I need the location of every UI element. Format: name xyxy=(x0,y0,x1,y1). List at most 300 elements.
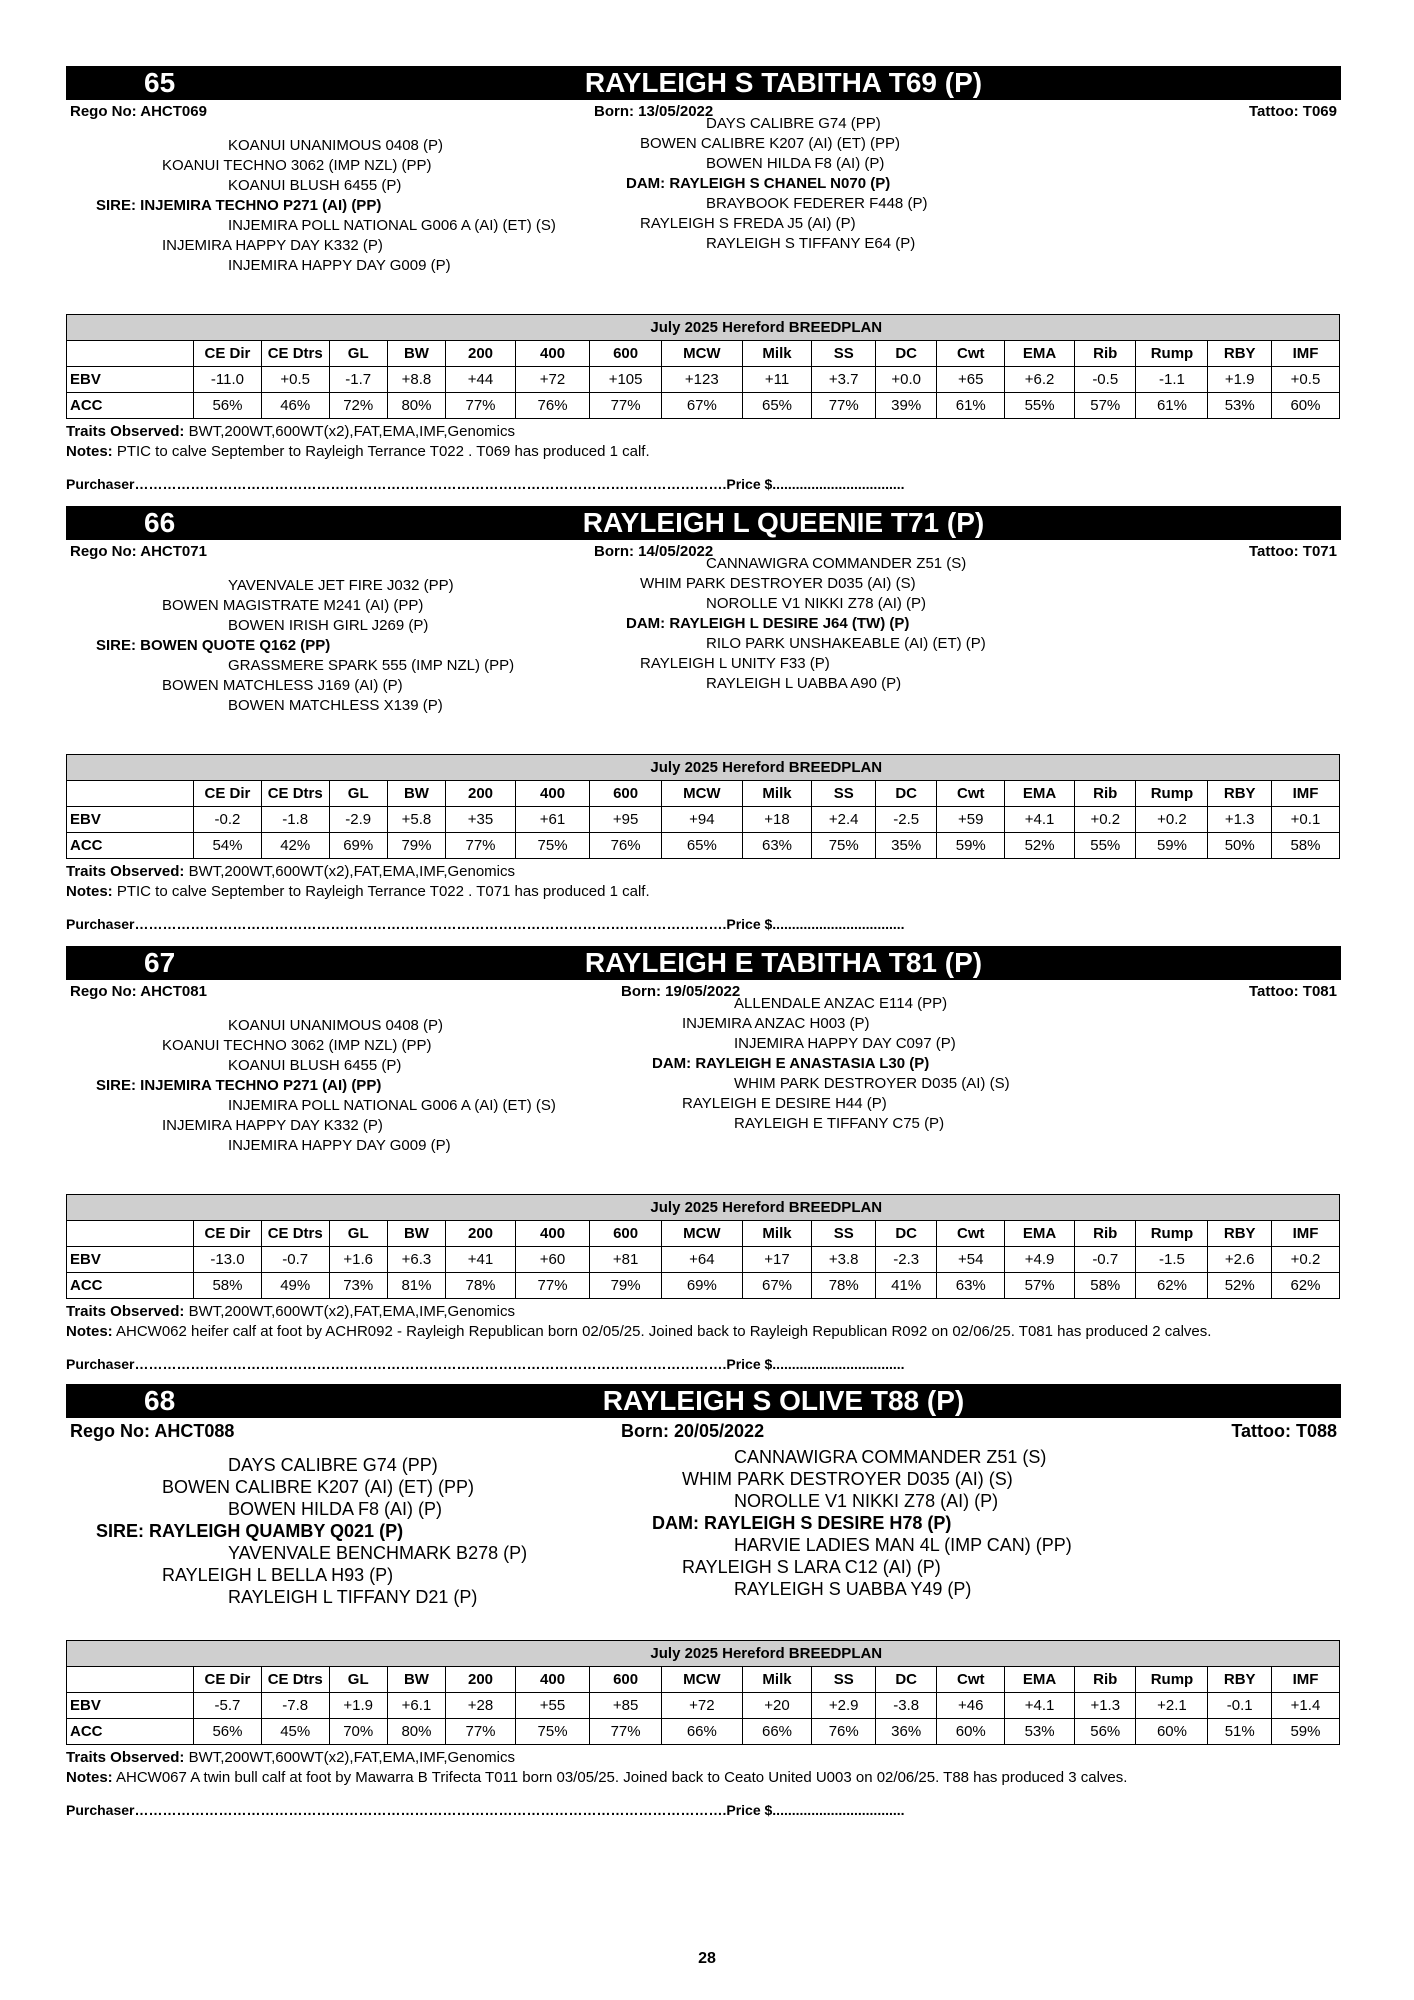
acc-row xyxy=(67,1273,1340,1299)
ebv-value: +65 xyxy=(937,367,1005,393)
animal-name: RAYLEIGH E TABITHA T81 (P) xyxy=(584,947,983,978)
ebv-row xyxy=(67,367,1340,393)
acc-row xyxy=(67,1719,1340,1745)
acc-value: 63% xyxy=(937,1273,1005,1299)
ebv-row xyxy=(67,807,1340,833)
ebv-value: +2.9 xyxy=(812,1693,876,1719)
column-header: SS xyxy=(812,341,876,367)
column-header: Cwt xyxy=(937,1221,1005,1247)
column-header: IMF xyxy=(1271,1221,1339,1247)
ebv-value: +81 xyxy=(590,1247,662,1273)
ebv-value: +3.7 xyxy=(812,367,876,393)
rego-number: Rego No: AHCT081 xyxy=(70,983,207,1000)
ebv-value: +46 xyxy=(937,1693,1005,1719)
column-header: 600 xyxy=(590,1667,662,1693)
sire-pedigree-line: YAVENVALE JET FIRE J032 (PP) xyxy=(228,577,454,594)
ebv-value: +4.1 xyxy=(1005,1693,1075,1719)
acc-value: 77% xyxy=(446,833,516,859)
acc-value: 73% xyxy=(329,1273,387,1299)
acc-value: 51% xyxy=(1208,1719,1272,1745)
lot-header xyxy=(66,1384,1341,1418)
dam-pedigree-line: ALLENDALE ANZAC E114 (PP) xyxy=(734,995,948,1012)
acc-value: 35% xyxy=(875,833,936,859)
sire-pedigree-line: GRASSMERE SPARK 555 (IMP NZL) (PP) xyxy=(228,657,515,674)
acc-value: 78% xyxy=(812,1273,876,1299)
ebv-value: +6.1 xyxy=(387,1693,445,1719)
column-header: SS xyxy=(812,781,876,807)
acc-value: 60% xyxy=(1136,1719,1208,1745)
traits-value: BWT,200WT,600WT(x2),FAT,EMA,IMF,Genomics xyxy=(188,1749,516,1766)
column-header: IMF xyxy=(1271,1667,1339,1693)
ebv-value: +72 xyxy=(515,367,589,393)
ebv-value: +55 xyxy=(515,1693,589,1719)
column-header: MCW xyxy=(662,341,742,367)
acc-value: 55% xyxy=(1005,393,1075,419)
ebv-value: +105 xyxy=(590,367,662,393)
acc-value: 53% xyxy=(1005,1719,1075,1745)
ebv-value: +5.8 xyxy=(387,807,445,833)
acc-label: ACC xyxy=(67,1719,194,1745)
column-header: RBY xyxy=(1208,341,1272,367)
column-header: DC xyxy=(875,341,936,367)
ebv-value: -0.7 xyxy=(1075,1247,1136,1273)
column-header: Rump xyxy=(1136,1667,1208,1693)
column-header: Rump xyxy=(1136,341,1208,367)
acc-value: 54% xyxy=(194,833,262,859)
dam-pedigree-line: INJEMIRA HAPPY DAY C097 (P) xyxy=(734,1035,956,1052)
sire-pedigree-line: BOWEN HILDA F8 (AI) (P) xyxy=(228,1499,443,1519)
traits-label: Traits Observed: xyxy=(66,1303,185,1320)
column-header: 400 xyxy=(515,781,589,807)
sire-pedigree-line: INJEMIRA HAPPY DAY K332 (P) xyxy=(162,237,383,254)
rego-number: Rego No: AHCT071 xyxy=(70,543,207,560)
acc-value: 62% xyxy=(1271,1273,1339,1299)
column-header: Rib xyxy=(1075,781,1136,807)
ebv-value: +20 xyxy=(742,1693,812,1719)
acc-value: 69% xyxy=(662,1273,742,1299)
dam-pedigree-line: INJEMIRA ANZAC H003 (P) xyxy=(682,1015,870,1032)
acc-value: 72% xyxy=(329,393,387,419)
column-header: Cwt xyxy=(937,1667,1005,1693)
column-header: SS xyxy=(812,1221,876,1247)
ebv-value: +4.9 xyxy=(1005,1247,1075,1273)
column-header: DC xyxy=(875,1667,936,1693)
dam-pedigree-line: RAYLEIGH S FREDA J5 (AI) (P) xyxy=(640,215,856,232)
purchaser-price-line[interactable]: Purchaser……………………………………………………………………………………………………………….Price $.................................. xyxy=(66,1802,905,1818)
column-header: EMA xyxy=(1005,341,1075,367)
ebv-value: +1.3 xyxy=(1208,807,1272,833)
ebv-value: +4.1 xyxy=(1005,807,1075,833)
column-header: Rib xyxy=(1075,1221,1136,1247)
sire-pedigree-line: BOWEN CALIBRE K207 (AI) (ET) (PP) xyxy=(162,1477,475,1497)
acc-value: 79% xyxy=(387,833,445,859)
dam: DAM: RAYLEIGH S DESIRE H78 (P) xyxy=(652,1513,952,1533)
ebv-value: -0.5 xyxy=(1075,367,1136,393)
animal-name: RAYLEIGH S TABITHA T69 (P) xyxy=(584,67,983,98)
ebv-value: +1.4 xyxy=(1271,1693,1339,1719)
acc-value: 36% xyxy=(875,1719,936,1745)
notes-value: AHCW067 A twin bull calf at foot by Mawarra B Trifecta T011 born 03/05/25. Joined back to Ceato United U003 on 02/06/25. T88 has produced 3 calves. xyxy=(116,1769,1128,1786)
ebv-value: +0.5 xyxy=(1271,367,1339,393)
ebv-value: +60 xyxy=(515,1247,589,1273)
column-header: MCW xyxy=(662,1221,742,1247)
lot-meta xyxy=(66,540,1341,562)
column-header: GL xyxy=(329,1221,387,1247)
column-header: RBY xyxy=(1208,781,1272,807)
acc-value: 39% xyxy=(875,393,936,419)
ebv-value: +1.6 xyxy=(329,1247,387,1273)
notes xyxy=(66,882,650,902)
sire-pedigree-line: KOANUI UNANIMOUS 0408 (P) xyxy=(228,1017,444,1034)
column-header: Rump xyxy=(1136,781,1208,807)
column-header: 400 xyxy=(515,1667,589,1693)
notes-label: Notes: xyxy=(66,1769,113,1786)
lot-66 xyxy=(66,506,1341,932)
tattoo: Tattoo: T069 xyxy=(1248,103,1337,120)
notes-label: Notes: xyxy=(66,443,113,460)
sire-pedigree-line: INJEMIRA HAPPY DAY G009 (P) xyxy=(228,257,451,274)
ebv-value: -1.1 xyxy=(1136,367,1208,393)
acc-value: 65% xyxy=(742,393,812,419)
pedigree xyxy=(66,995,1341,1206)
notes xyxy=(66,442,650,462)
breedplan-table xyxy=(66,1194,1340,1299)
ebv-value: -0.7 xyxy=(261,1247,329,1273)
column-header: GL xyxy=(329,1667,387,1693)
sire-pedigree-line: KOANUI UNANIMOUS 0408 (P) xyxy=(228,137,444,154)
column-header: GL xyxy=(329,341,387,367)
column-header: EMA xyxy=(1005,1667,1075,1693)
acc-value: 56% xyxy=(194,1719,262,1745)
ebv-value: +94 xyxy=(662,807,742,833)
born-date: Born: 13/05/2022 xyxy=(594,103,714,120)
notes-value: PTIC to calve September to Rayleigh Terrance T022 . T069 has produced 1 calf. xyxy=(116,443,650,460)
column-header: CE Dir xyxy=(194,781,262,807)
ebv-value: -3.8 xyxy=(875,1693,936,1719)
sire-pedigree-line: INJEMIRA POLL NATIONAL G006 A (AI) (ET) (S) xyxy=(228,1097,556,1114)
acc-label: ACC xyxy=(67,833,194,859)
dam-pedigree-line: BRAYBOOK FEDERER F448 (P) xyxy=(706,195,928,212)
breedplan-table xyxy=(66,314,1340,419)
acc-value: 77% xyxy=(446,1719,516,1745)
acc-value: 81% xyxy=(387,1273,445,1299)
sire-pedigree-line: BOWEN IRISH GIRL J269 (P) xyxy=(228,617,429,634)
column-header: MCW xyxy=(662,1667,742,1693)
purchaser-price-line[interactable]: Purchaser……………………………………………………………………………………………………………….Price $.................................. xyxy=(66,1356,905,1372)
column-header: 600 xyxy=(590,1221,662,1247)
ebv-value: +59 xyxy=(937,807,1005,833)
notes-value: PTIC to calve September to Rayleigh Terrance T022 . T071 has produced 1 calf. xyxy=(116,883,650,900)
sire-pedigree-line: KOANUI BLUSH 6455 (P) xyxy=(228,1057,402,1074)
column-header: Milk xyxy=(742,1667,812,1693)
column-header: Rib xyxy=(1075,341,1136,367)
acc-value: 67% xyxy=(742,1273,812,1299)
traits-value: BWT,200WT,600WT(x2),FAT,EMA,IMF,Genomics xyxy=(188,863,516,880)
acc-value: 65% xyxy=(662,833,742,859)
acc-value: 42% xyxy=(261,833,329,859)
notes-label: Notes: xyxy=(66,883,113,900)
notes-label: Notes: xyxy=(66,1323,113,1340)
dam-pedigree-line: WHIM PARK DESTROYER D035 (AI) (S) xyxy=(682,1469,1013,1489)
traits-value: BWT,200WT,600WT(x2),FAT,EMA,IMF,Genomics xyxy=(188,423,516,440)
ebv-value: +72 xyxy=(662,1693,742,1719)
dam-pedigree-line: WHIM PARK DESTROYER D035 (AI) (S) xyxy=(640,575,916,592)
sire-pedigree-line: INJEMIRA POLL NATIONAL G006 A (AI) (ET) (S) xyxy=(228,217,556,234)
ebv-value: -2.5 xyxy=(875,807,936,833)
pedigree xyxy=(66,555,1341,766)
acc-value: 61% xyxy=(937,393,1005,419)
acc-value: 75% xyxy=(515,1719,589,1745)
ebv-value: -1.7 xyxy=(329,367,387,393)
acc-value: 77% xyxy=(812,393,876,419)
traits-observed xyxy=(66,422,515,442)
corner-cell xyxy=(67,781,194,807)
ebv-value: +0.2 xyxy=(1136,807,1208,833)
sire-pedigree-line: YAVENVALE BENCHMARK B278 (P) xyxy=(228,1543,528,1563)
acc-value: 57% xyxy=(1075,393,1136,419)
dam: DAM: RAYLEIGH L DESIRE J64 (TW) (P) xyxy=(626,615,910,632)
sire-pedigree-line: DAYS CALIBRE G74 (PP) xyxy=(228,1455,438,1475)
acc-value: 53% xyxy=(1208,393,1272,419)
dam-pedigree-line: NOROLLE V1 NIKKI Z78 (AI) (P) xyxy=(734,1491,999,1511)
notes xyxy=(66,1322,1211,1342)
corner-cell xyxy=(67,1221,194,1247)
acc-value: 59% xyxy=(937,833,1005,859)
acc-value: 69% xyxy=(329,833,387,859)
sire-pedigree-line: INJEMIRA HAPPY DAY K332 (P) xyxy=(162,1117,383,1134)
dam-pedigree-line: CANNAWIGRA COMMANDER Z51 (S) xyxy=(734,1447,1047,1467)
tattoo: Tattoo: T071 xyxy=(1248,543,1337,560)
purchaser-price-line[interactable]: Purchaser……………………………………………………………………………………………………………….Price $.................................. xyxy=(66,916,905,932)
ebv-value: +11 xyxy=(742,367,812,393)
ebv-value: +95 xyxy=(590,807,662,833)
acc-value: 77% xyxy=(590,393,662,419)
acc-value: 56% xyxy=(1075,1719,1136,1745)
ebv-value: +44 xyxy=(446,367,516,393)
dam-pedigree-line: WHIM PARK DESTROYER D035 (AI) (S) xyxy=(734,1075,1010,1092)
acc-value: 79% xyxy=(590,1273,662,1299)
column-header: 200 xyxy=(446,1667,516,1693)
table-caption: July 2025 Hereford BREEDPLAN xyxy=(194,1195,1340,1221)
ebv-value: -1.5 xyxy=(1136,1247,1208,1273)
ebv-value: +2.4 xyxy=(812,807,876,833)
ebv-label: EBV xyxy=(67,1693,194,1719)
column-header: 600 xyxy=(590,781,662,807)
acc-value: 45% xyxy=(261,1719,329,1745)
column-header: Milk xyxy=(742,341,812,367)
born-date: Born: 14/05/2022 xyxy=(594,543,714,560)
lot-67 xyxy=(66,946,1341,1372)
acc-value: 76% xyxy=(515,393,589,419)
acc-value: 52% xyxy=(1208,1273,1272,1299)
column-header: DC xyxy=(875,781,936,807)
acc-value: 76% xyxy=(812,1719,876,1745)
dam-pedigree-line: RAYLEIGH L UABBA A90 (P) xyxy=(706,675,902,692)
dam-pedigree-line: RAYLEIGH E DESIRE H44 (P) xyxy=(682,1095,887,1112)
column-header: 200 xyxy=(446,1221,516,1247)
ebv-value: +0.5 xyxy=(261,367,329,393)
ebv-label: EBV xyxy=(67,367,194,393)
purchaser-price-line[interactable]: Purchaser……………………………………………………………………………………………………………….Price $.................................. xyxy=(66,476,905,492)
column-header: CE Dtrs xyxy=(261,1221,329,1247)
acc-value: 59% xyxy=(1271,1719,1339,1745)
acc-value: 77% xyxy=(446,393,516,419)
column-header: IMF xyxy=(1271,781,1339,807)
ebv-value: +41 xyxy=(446,1247,516,1273)
column-header: Rib xyxy=(1075,1667,1136,1693)
column-header: Cwt xyxy=(937,781,1005,807)
ebv-value: -13.0 xyxy=(194,1247,262,1273)
acc-value: 75% xyxy=(515,833,589,859)
acc-value: 61% xyxy=(1136,393,1208,419)
column-header: BW xyxy=(387,1667,445,1693)
ebv-value: +0.1 xyxy=(1271,807,1339,833)
ebv-value: -1.8 xyxy=(261,807,329,833)
ebv-value: -7.8 xyxy=(261,1693,329,1719)
breedplan-table xyxy=(66,1640,1340,1745)
column-header: CE Dir xyxy=(194,1667,262,1693)
dam: DAM: RAYLEIGH E ANASTASIA L30 (P) xyxy=(652,1055,930,1072)
acc-value: 58% xyxy=(1271,833,1339,859)
column-header: BW xyxy=(387,1221,445,1247)
page-number: 28 xyxy=(698,1950,716,1967)
traits-observed xyxy=(66,862,515,882)
dam-pedigree-line: DAYS CALIBRE G74 (PP) xyxy=(706,115,881,132)
traits-value: BWT,200WT,600WT(x2),FAT,EMA,IMF,Genomics xyxy=(188,1303,516,1320)
sire-pedigree-line: BOWEN MAGISTRATE M241 (AI) (PP) xyxy=(162,597,424,614)
column-header: CE Dtrs xyxy=(261,781,329,807)
ebv-label: EBV xyxy=(67,1247,194,1273)
column-header: Milk xyxy=(742,781,812,807)
column-header: EMA xyxy=(1005,781,1075,807)
born-date: Born: 19/05/2022 xyxy=(621,983,741,1000)
sire: SIRE: BOWEN QUOTE Q162 (PP) xyxy=(96,637,331,654)
acc-value: 77% xyxy=(590,1719,662,1745)
ebv-value: -11.0 xyxy=(194,367,262,393)
dam-pedigree-line: BOWEN CALIBRE K207 (AI) (ET) (PP) xyxy=(640,135,901,152)
acc-value: 59% xyxy=(1136,833,1208,859)
column-header: RBY xyxy=(1208,1221,1272,1247)
ebv-value: +6.2 xyxy=(1005,367,1075,393)
pedigree xyxy=(66,115,1341,326)
column-header: SS xyxy=(812,1667,876,1693)
column-header: CE Dtrs xyxy=(261,1667,329,1693)
traits-label: Traits Observed: xyxy=(66,423,185,440)
rego-number: Rego No: AHCT088 xyxy=(70,1421,235,1441)
column-header: IMF xyxy=(1271,341,1339,367)
ebv-value: -0.1 xyxy=(1208,1693,1272,1719)
ebv-value: +61 xyxy=(515,807,589,833)
acc-value: 56% xyxy=(194,393,262,419)
acc-value: 80% xyxy=(387,393,445,419)
dam-pedigree-line: BOWEN HILDA F8 (AI) (P) xyxy=(706,155,885,172)
column-header: Cwt xyxy=(937,341,1005,367)
dam-pedigree-line: CANNAWIGRA COMMANDER Z51 (S) xyxy=(706,555,967,572)
ebv-value: +2.1 xyxy=(1136,1693,1208,1719)
sire: SIRE: INJEMIRA TECHNO P271 (AI) (PP) xyxy=(96,1077,382,1094)
lot-meta xyxy=(66,980,1341,1002)
sire-pedigree-line: RAYLEIGH L TIFFANY D21 (P) xyxy=(228,1587,478,1607)
ebv-value: +85 xyxy=(590,1693,662,1719)
sire-pedigree-line: BOWEN MATCHLESS J169 (AI) (P) xyxy=(162,677,403,694)
acc-value: 52% xyxy=(1005,833,1075,859)
dam-pedigree-line: RAYLEIGH L UNITY F33 (P) xyxy=(640,655,830,672)
column-header: BW xyxy=(387,781,445,807)
column-header: EMA xyxy=(1005,1221,1075,1247)
column-header: 200 xyxy=(446,341,516,367)
column-header: BW xyxy=(387,341,445,367)
acc-value: 80% xyxy=(387,1719,445,1745)
ebv-value: +18 xyxy=(742,807,812,833)
ebv-row xyxy=(67,1693,1340,1719)
dam-pedigree-line: RAYLEIGH E TIFFANY C75 (P) xyxy=(734,1115,945,1132)
lot-number: 67 xyxy=(144,947,176,978)
ebv-value: +0.0 xyxy=(875,367,936,393)
traits-observed xyxy=(66,1748,515,1768)
ebv-value: -5.7 xyxy=(194,1693,262,1719)
ebv-value: +35 xyxy=(446,807,516,833)
lot-number: 68 xyxy=(144,1385,176,1416)
acc-value: 60% xyxy=(1271,393,1339,419)
notes xyxy=(66,1768,1127,1788)
acc-value: 60% xyxy=(937,1719,1005,1745)
sire-pedigree-line: INJEMIRA HAPPY DAY G009 (P) xyxy=(228,1137,451,1154)
ebv-value: +17 xyxy=(742,1247,812,1273)
lot-65 xyxy=(66,66,1341,492)
table-caption: July 2025 Hereford BREEDPLAN xyxy=(194,1641,1340,1667)
table-caption: July 2025 Hereford BREEDPLAN xyxy=(194,755,1340,781)
acc-row xyxy=(67,393,1340,419)
column-header: CE Dir xyxy=(194,341,262,367)
dam: DAM: RAYLEIGH S CHANEL N070 (P) xyxy=(626,175,891,192)
dam-pedigree-line: RAYLEIGH S LARA C12 (AI) (P) xyxy=(682,1557,941,1577)
ebv-value: +123 xyxy=(662,367,742,393)
column-header: Milk xyxy=(742,1221,812,1247)
acc-value: 62% xyxy=(1136,1273,1208,1299)
acc-value: 76% xyxy=(590,833,662,859)
column-header: Rump xyxy=(1136,1221,1208,1247)
acc-value: 41% xyxy=(875,1273,936,1299)
dam-pedigree-line: HARVIE LADIES MAN 4L (IMP CAN) (PP) xyxy=(734,1535,1072,1555)
acc-value: 66% xyxy=(742,1719,812,1745)
acc-value: 46% xyxy=(261,393,329,419)
pedigree xyxy=(66,1440,1341,1644)
acc-label: ACC xyxy=(67,1273,194,1299)
table-caption: July 2025 Hereford BREEDPLAN xyxy=(194,315,1340,341)
acc-label: ACC xyxy=(67,393,194,419)
acc-value: 49% xyxy=(261,1273,329,1299)
sire: SIRE: RAYLEIGH QUAMBY Q021 (P) xyxy=(96,1521,404,1541)
ebv-value: +64 xyxy=(662,1247,742,1273)
acc-value: 57% xyxy=(1005,1273,1075,1299)
sire: SIRE: INJEMIRA TECHNO P271 (AI) (PP) xyxy=(96,197,382,214)
acc-value: 75% xyxy=(812,833,876,859)
acc-row xyxy=(67,833,1340,859)
column-header: 200 xyxy=(446,781,516,807)
sire-pedigree-line: KOANUI TECHNO 3062 (IMP NZL) (PP) xyxy=(162,1037,432,1054)
acc-value: 63% xyxy=(742,833,812,859)
notes-value: AHCW062 heifer calf at foot by ACHR092 - Rayleigh Republican born 02/05/25. Joined back to Rayleigh Republican R092 on 02/06/25. T081 has produced 2 calves. xyxy=(116,1323,1212,1340)
acc-value: 55% xyxy=(1075,833,1136,859)
column-header: 400 xyxy=(515,1221,589,1247)
column-header: RBY xyxy=(1208,1667,1272,1693)
ebv-value: +28 xyxy=(446,1693,516,1719)
traits-label: Traits Observed: xyxy=(66,1749,185,1766)
breedplan-table xyxy=(66,754,1340,859)
ebv-value: +0.2 xyxy=(1271,1247,1339,1273)
acc-value: 70% xyxy=(329,1719,387,1745)
ebv-value: +2.6 xyxy=(1208,1247,1272,1273)
